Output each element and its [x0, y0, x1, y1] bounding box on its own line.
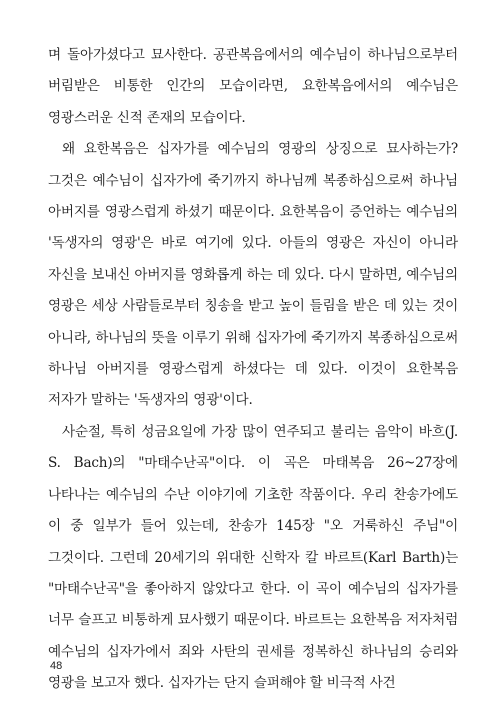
- paragraph-continuation: 며 돌아가셨다고 묘사한다. 공관복음에서의 예수님이 하나님으로부터 버림받은 비통한 인간의 모습이라면, 요한복음에서의 예수님은 영광스러운 신적 존재의 모습이다.: [48, 47, 458, 126]
- paragraph-bach-passion: 사순절, 특히 성금요일에 가장 많이 연주되고 불리는 음악이 바흐(J. S. Bach)의 "마태수난곡"이다. 이 곡은 마태복음 26~27장에 나타나는 예수님의 수난 이야기에 기초한 작품이다. 우리 찬송가에도 이 중 일부가 들어 있는데, 찬송가 145장 "오 거룩하신 주님"이 그것이다. 그런데 20세기의 위대한 신학자 칼 바르트(Karl Barth)는 "마태수난곡"을 좋아하지 않았다고 한다. 이 곡이 예수님의 십자가를 너무 슬프고 비통하게 묘사했기 때문이다. 바르트는 요한복음 저자처럼 예수님의 십자가에서 죄와 사탄의 권세를 정복하신 하나님의 승리와 영광을 보고자 했다. 십자가는 단지 슬퍼해야 할 비극적 사건: [48, 423, 458, 692]
- page-number: 48: [50, 660, 63, 672]
- paragraph-why-john-glory: 왜 요한복음은 십자가를 예수님의 영광의 상징으로 묘사하는가? 그것은 예수님이 십자가에 죽기까지 하나님께 복종하심으로써 하나님 아버지를 영광스럽게 하셨기 때문이다. 요한복음이 증언하는 예수님의 '독생자의 영광'은 바로 여기에 있다. 아들의 영광은 자신이 아니라 자신을 보내신 아버지를 영화롭게 하는 데 있다. 다시 말하면, 예수님의 영광은 세상 사람들로부터 칭송을 받고 높이 들림을 받은 데 있는 것이 아니라, 하나님의 뜻을 이루기 위해 십자가에 죽기까지 복종하심으로써 하나님 아버지를 영광스럽게 하셨다는 데 있다. 이것이 요한복음 저자가 말하는 '독생자의 영광'이다.: [48, 141, 458, 409]
- body-text: [48, 40, 458, 700]
